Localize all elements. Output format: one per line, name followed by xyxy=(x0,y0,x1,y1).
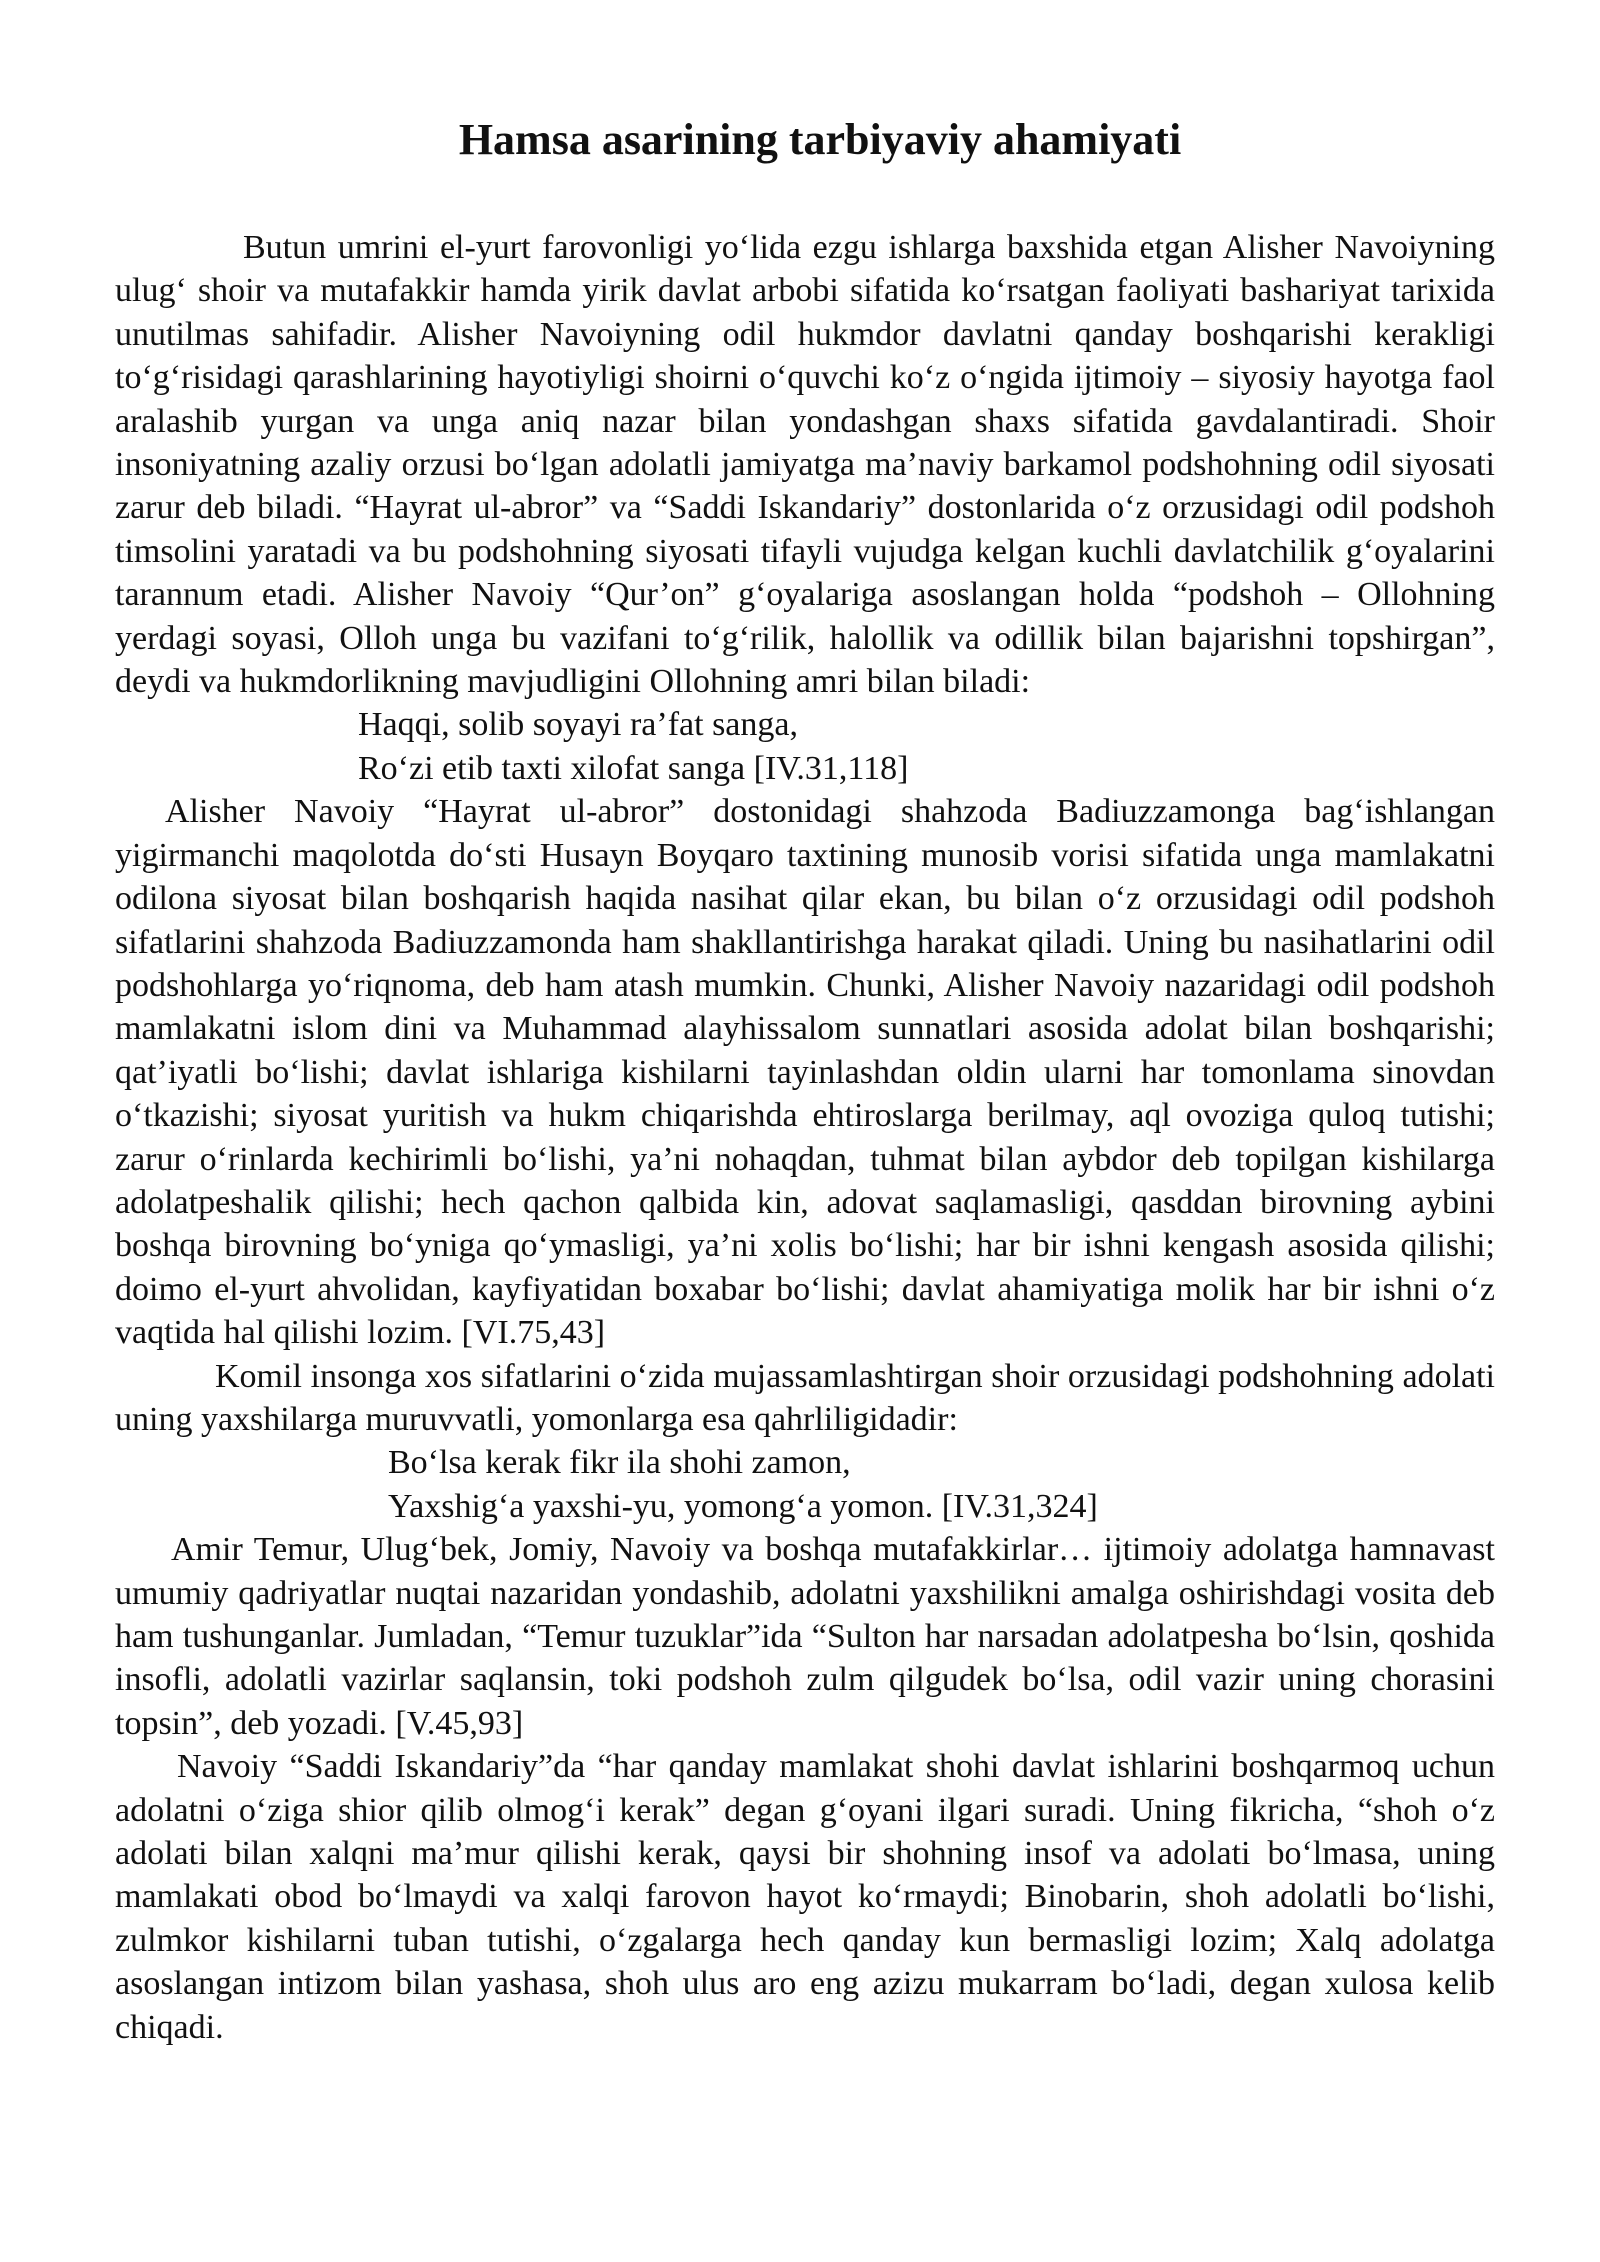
verse-line-2: Ro‘zi etib taxti xilofat sanga [IV.31,118] xyxy=(358,749,909,787)
verse-line-4: Yaxshig‘a yaxshi-yu, yomong‘a yomon. [IV.31,324] xyxy=(388,1487,1098,1525)
paragraph-saddi-iskandariy: Navoiy “Saddi Iskandariy”da “har qanday mamlakat shohi davlat ishlarini boshqarmoq uchun adolatni o‘ziga shior qilib olmog‘i kerak” degan g‘oyani ilgari suradi. Uning fikricha, “shoh o‘z adolati bilan xalqni ma’mur qilishi kerak, qaysi bir shohning insof va adolati bo‘lmasa, uning mamlakati obod bo‘lmaydi va xalqi farovon hayot ko‘rmaydi; Binobarin, shoh adolatli bo‘lishi, zulmkor kishilarni tuban tutishi, o‘zgalarga hech qanday kun bermasligi lozim; Xalq adolatga asoslangan intizom bilan yashasa, shoh ulus aro eng azizu mukarram bo‘ladi, degan xulosa kelib chiqadi. xyxy=(115,1748,1495,2046)
document-page xyxy=(115,110,1495,2049)
paragraph-intro: Butun umrini el-yurt farovonligi yo‘lida ezgu ishlarga baxshida etgan Alisher Navoiyning ulug‘ shoir va mutafakkir hamda yirik davlat arbobi sifatida ko‘rsatgan faoliyati bashariyat tarixida unutilmas sahifadir. Alisher Navoiyning odil hukmdor davlatni qanday boshqarishi kerakligi to‘g‘risidagi qarashlarining hayotiyligi shoirni o‘quvchi ko‘z o‘ngida ijtimoiy – siyosiy hayotga faol aralashib yurgan va unga aniq nazar bilan yondashgan shaxs sifatida gavdalantiradi. Shoir insoniyatning azaliy orzusi bo‘lgan adolatli jamiyatga ma’naviy barkamol podshohning odil siyosati zarur deb biladi. “Hayrat ul-abror” va “Saddi Iskandariy” dostonlarida o‘z orzusidagi odil podshoh timsolini yaratadi va bu podshohning siyosati tifayli vujudga kelgan kuchli davlatchilik g‘oyalarini tarannum etadi. Alisher Navoiy “Qur’on” g‘oyalariga asoslangan holda “podshoh – Ollohning yerdagi soyasi, Olloh unga bu vazifani to‘g‘rilik, halollik va odillik bilan bajarishni topshirgan”, deydi va hukmdorlikning mavjudligini Ollohning amri bilan biladi: xyxy=(115,229,1495,701)
verse-line-1: Haqqi, solib soyayi ra’fat sanga, xyxy=(358,706,798,744)
paragraph-hayrat: Alisher Navoiy “Hayrat ul-abror” dostonidagi shahzoda Badiuzzamonga bag‘ishlangan yigirmanchi maqolotda do‘sti Husayn Boyqaro taxtining munosib vorisi sifatida unga mamlakatni odilona siyosat bilan boshqarish haqida nasihat qilar ekan, bu bilan o‘z orzusidagi odil podshoh sifatlarini shahzoda Badiuzzamonda ham shakllantirishga harakat qiladi. Uning bu nasihatlarini odil podshohlarga yo‘riqnoma, deb ham atash mumkin. Chunki, Alisher Navoiy nazaridagi odil podshoh mamlakatni islom dini va Muhammad alayhissalom sunnatlari asosida adolat bilan boshqarishi; qat’iyatli bo‘lishi; davlat ishlariga kishilarni tayinlashdan oldin ularni har tomonlama sinovdan o‘tkazishi; siyosat yuritish va hukm chiqarishda ehtiroslarga berilmay, aql ovoziga quloq tutishi; zarur o‘rinlarda kechirimli bo‘lishi, ya’ni nohaqdan, tuhmat bilan aybdor deb topilgan kishilarga adolatpeshalik qilishi; hech qachon qalbida kin, adovat saqlamasligi, qasddan birovning aybini boshqa birovning bo‘yniga qo‘ymasligi, ya’ni xolis bo‘lishi; har bir ishni kengash asosida qilishi; doimo el-yurt ahvolidan, kayfiyatidan boxabar bo‘lishi; davlat ahamiyatiga molik har bir ishni o‘z vaqtida hal qilishi lozim. [VI.75,43] xyxy=(115,793,1495,1352)
verse-line-3: Bo‘lsa kerak fikr ila shohi zamon, xyxy=(388,1444,851,1482)
document-title: Hamsa asarining tarbiyaviy ahamiyati xyxy=(458,115,1182,164)
paragraph-komil: Komil insonga xos sifatlarini o‘zida mujassamlashtirgan shoir orzusidagi podshohning adolati uning yaxshilarga muruvvatli, yomonlarga esa qahrliligidadir: xyxy=(115,1357,1495,1438)
paragraph-amir-temur: Amir Temur, Ulug‘bek, Jomiy, Navoiy va boshqa mutafakkirlar… ijtimoiy adolatga hamnavast umumiy qadriyatlar nuqtai nazaridan yondashib, adolatni yaxshilikni amalga oshirishdagi vosita deb ham tushunganlar. Jumladan, “Temur tuzuklar”ida “Sulton har narsadan adolatpesha bo‘lsin, qoshida insofli, adolatli vazirlar saqlansin, toki podshoh zulm qilgudek bo‘lsa, odil vazir uning chorasini topsin”, deb yozadi. [V.45,93] xyxy=(115,1531,1495,1742)
